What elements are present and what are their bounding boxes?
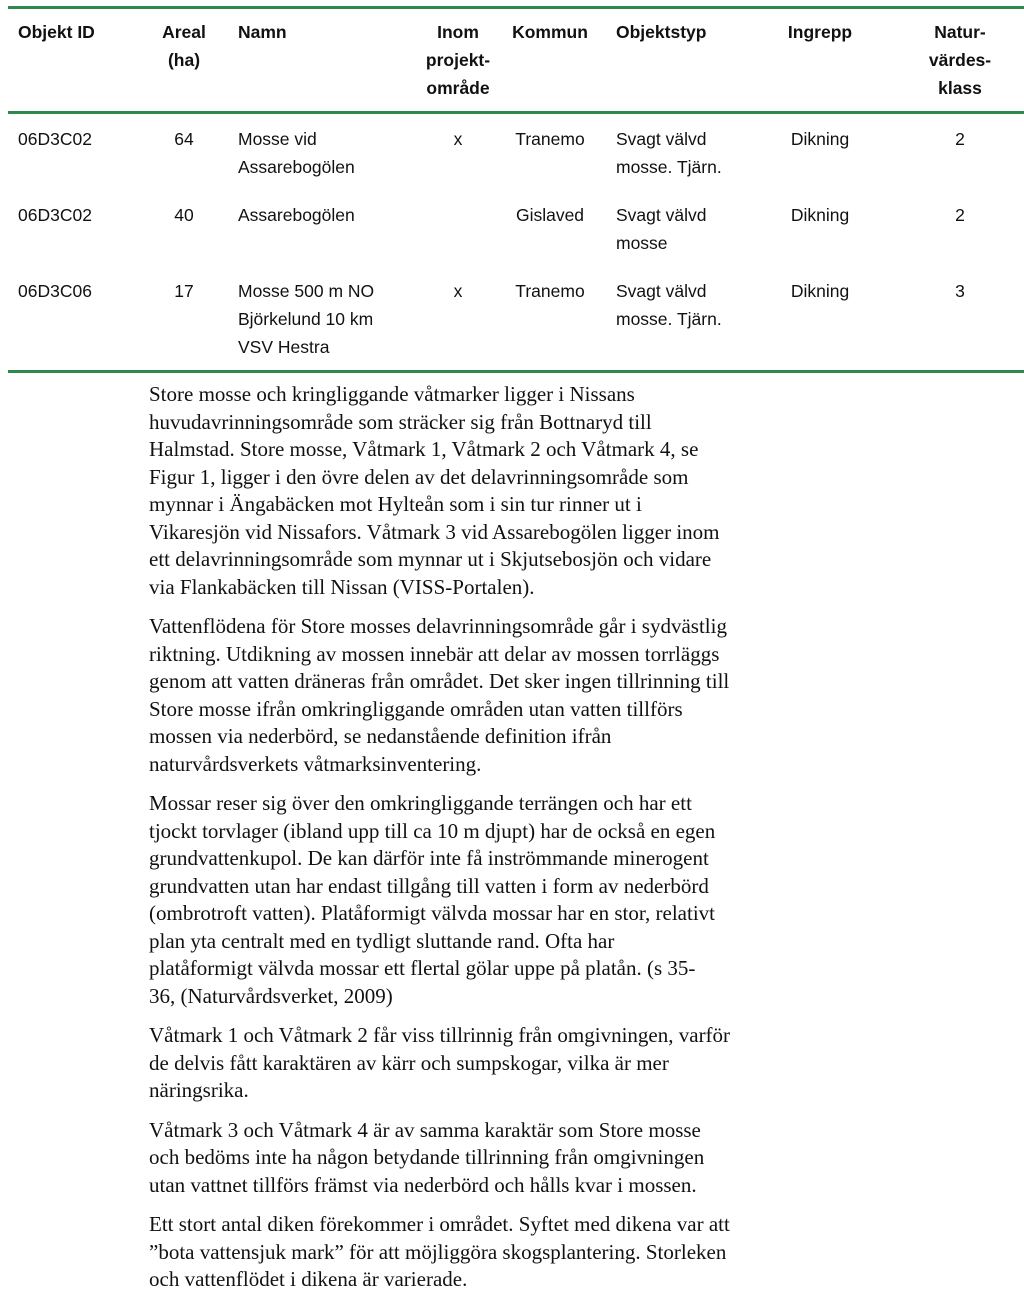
table-row <box>8 266 1024 372</box>
header-objekt-id: Objekt ID <box>18 22 95 42</box>
cell-inom: x <box>453 281 463 301</box>
header-objektstyp: Objektstyp <box>616 22 707 42</box>
cell-namn: Mosse 500 m NO Björkelund 10 km VSV Hestra <box>238 281 375 357</box>
cell-namn: Mosse vid Assarebogölen <box>238 129 355 177</box>
paragraph: Våtmark 1 och Våtmark 2 får viss tillrinnig från omgivningen, varför de delvis fått karaktären av kärr och sumpskogar, vilka är mer näringsrika. <box>149 1023 731 1102</box>
cell-kommun: Gislaved <box>515 205 585 225</box>
table-row <box>8 190 1024 266</box>
cell-objektstyp: Svagt välvd mosse. Tjärn. <box>616 281 722 329</box>
object-table <box>8 6 1024 373</box>
cell-objekt-id: 06D3C02 <box>18 129 92 149</box>
cell-kommun: Tranemo <box>515 129 585 149</box>
header-inom: Inom projekt- område <box>425 22 491 98</box>
cell-ingrepp: Dikning <box>790 281 850 301</box>
cell-objekt-id: 06D3C06 <box>18 281 92 301</box>
cell-klass: 2 <box>955 129 965 149</box>
cell-ingrepp: Dikning <box>790 205 850 225</box>
paragraph: Mossar reser sig över den omkringliggande terrängen och har ett tjockt torvlager (ibland upp till ca 10 m djupt) har de också en egen grundvattenkupol. De kan därför inte få inströmmande minerogent grundvatten utan har endast tillgång till vatten i form av nederbörd (ombrotroft vatten). Platåformigt välvda mossar har en stor, relativt plan yta centralt med en tydligt sluttande rand. Ofta har platåformigt välvda mossar ett flertal gölar uppe på platån. (s 35- 36, (Naturvårdsverket, 2009) <box>149 791 716 1008</box>
cell-klass: 2 <box>955 205 965 225</box>
header-ingrepp: Ingrepp <box>787 22 853 42</box>
header-kommun: Kommun <box>512 22 588 42</box>
header-namn: Namn <box>238 22 287 42</box>
paragraph: Våtmark 3 och Våtmark 4 är av samma karaktär som Store mosse och bedöms inte ha någon betydande tillrinning från omgivningen utan vattnet tillförs främst via nederbörd och hålls kvar i mossen. <box>149 1117 705 1197</box>
cell-areal: 40 <box>174 205 194 225</box>
cell-ingrepp: Dikning <box>790 129 850 149</box>
cell-klass: 3 <box>955 281 965 301</box>
paragraph: Store mosse och kringliggande våtmarker ligger i Nissans huvudavrinningsområde som sträcker sig från Bottnaryd till Halmstad. Store mosse, Våtmark 1, Våtmark 2 och Våtmark 4, se Figur 1, ligger i den övre delen av det delavrinningsområde som mynnar i Ängabäcken mot Hylteån som i sin tur rinner ut i Vikaresjön vid Nissafors. Våtmark 3 vid Assarebogölen ligger inom ett delavrinningsområde som mynnar ut i Skjutsebosjön och vidare via Flankabäcken till Nissan (VISS-Portalen). <box>149 382 720 599</box>
cell-objekt-id: 06D3C02 <box>18 205 92 225</box>
cell-inom <box>418 190 498 266</box>
paragraph: Vattenflödena för Store mosses delavrinningsområde går i sydvästlig riktning. Utdikning av mossen innebär att delar av mossen torrläggs genom att vatten dräneras från området. Det sker ingen tillrinning till Store mosse ifrån omkringliggande områden utan vatten tillförs mossen via nederbörd, se nedanstående definition ifrån naturvårdsverkets våtmarksinventering. <box>149 614 730 776</box>
header-areal: Areal (ha) <box>162 22 206 70</box>
cell-objektstyp: Svagt välvd mosse. Tjärn. <box>616 129 722 177</box>
table-header <box>8 8 1024 113</box>
table-header-row <box>8 8 1024 113</box>
cell-areal: 17 <box>174 281 194 301</box>
header-klass: Natur- värdes- klass <box>928 22 992 98</box>
cell-areal: 64 <box>174 129 194 149</box>
paragraph: Ett stort antal diken förekommer i området. Syftet med dikena var att ”bota vattensjuk mark” för att möjliggöra skogsplantering. Storleken och vattenflödet i dikena är varierade. <box>149 1212 730 1291</box>
body-text <box>149 381 829 1306</box>
object-table-container <box>8 6 992 373</box>
table-row <box>8 113 1024 191</box>
cell-inom: x <box>453 129 463 149</box>
cell-namn: Assarebogölen <box>238 205 355 225</box>
cell-objektstyp: Svagt välvd mosse <box>616 205 707 253</box>
table-body <box>8 113 1024 372</box>
cell-kommun: Tranemo <box>515 281 585 301</box>
